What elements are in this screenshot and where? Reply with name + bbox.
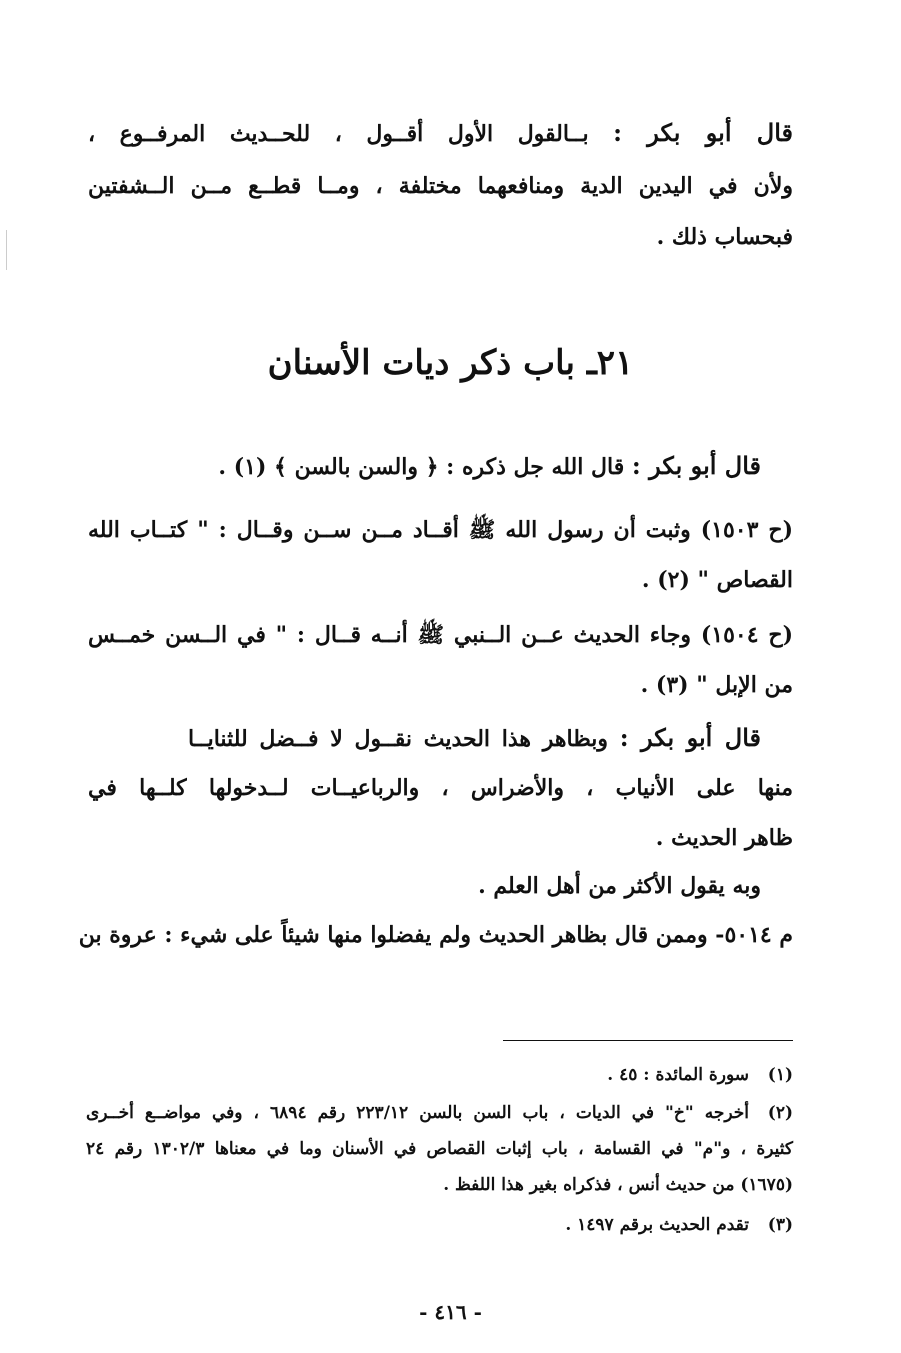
footnote-2-line-3: (١٦٧٥) من حديث أنس ، فذكراه بغير هذا اللفظ . bbox=[443, 1175, 793, 1195]
speaker-label: قال أبو بكر : bbox=[613, 118, 793, 147]
footnote-separator bbox=[503, 1040, 793, 1041]
paragraph-1-line-3: فبحساب ذلك . bbox=[656, 224, 793, 250]
scan-margin-mark bbox=[6, 230, 7, 270]
footnote-2-line-2: كثيرة ، و"م" في القسامة ، باب إثبات القصاص في الأسنان وما في معناها ١٣٠٢/٣ رقم ٢٤ bbox=[86, 1139, 794, 1159]
paragraph-1-line-2: ولأن في اليدين الدية ومنافعهما مختلفة ، ومــا قطــع مــن الــشفتين bbox=[88, 173, 793, 199]
paragraph-3-line-2: منها على الأنياب ، والأضراس ، والرباعيــات لــدخولها كلــها في bbox=[88, 775, 793, 801]
hadith-1504-line-2: من الإبل " (٣) . bbox=[640, 672, 793, 698]
paragraph-3-line-3: ظاهر الحديث . bbox=[655, 825, 793, 851]
footnote-3-number: (٣) bbox=[767, 1215, 793, 1235]
hadith-1503-line-2: القصاص " (٢) . bbox=[641, 567, 793, 593]
footnote-2-number: (٢) bbox=[767, 1103, 793, 1123]
footnote-1-text: سورة المائدة : ٤٥ . bbox=[607, 1065, 749, 1085]
paragraph-4: وبه يقول الأكثر من أهل العلم . bbox=[478, 873, 761, 899]
footnote-2-line-1: أخرجه "خ" في الديات ، باب السن بالسن ٢٢٣/١٢ رقم ٦٨٩٤ ، وفي مواضــع أخــرى bbox=[86, 1103, 749, 1123]
footnote-1-number: (١) bbox=[767, 1065, 793, 1085]
hadith-1504-line-1: (ح ١٥٠٤) وجاء الحديث عــن الــنبي ﷺ أنــه قــال : " في الــسن خمــس bbox=[88, 622, 793, 648]
speaker-label: قال أبو بكر : bbox=[619, 723, 761, 752]
paragraph-2-line-1 bbox=[218, 451, 761, 482]
page-number: - ٤١٦ - bbox=[419, 1300, 482, 1324]
paragraph-3-line-1 bbox=[188, 723, 761, 754]
paragraph-text: وبظاهر هذا الحديث نقــول لا فــضل للثنايــا bbox=[188, 726, 608, 752]
quran-quote-text: قال الله جل ذكره : ﴿ والسن بالسن ﴾ (١) . bbox=[218, 454, 625, 480]
masala-5014: م ٥٠١٤- وممن قال بظاهر الحديث ولم يفضلوا منها شيئاً على شيء : عروة بن bbox=[78, 922, 793, 948]
paragraph-1-line-1 bbox=[88, 118, 793, 149]
footnote-3-text: تقدم الحديث برقم ١٤٩٧ . bbox=[565, 1215, 749, 1235]
paragraph-text: بــالقول الأول أقــول ، للحــديث المرفــوع ، bbox=[88, 121, 589, 147]
hadith-1503-line-1: (ح ١٥٠٣) وثبت أن رسول الله ﷺ أقــاد مــن ســن وقــال : " كتــاب الله bbox=[88, 517, 793, 543]
speaker-label: قال أبو بكر : bbox=[631, 451, 761, 480]
chapter-heading: ٢١ـ باب ذكر ديات الأسنان bbox=[267, 343, 634, 383]
